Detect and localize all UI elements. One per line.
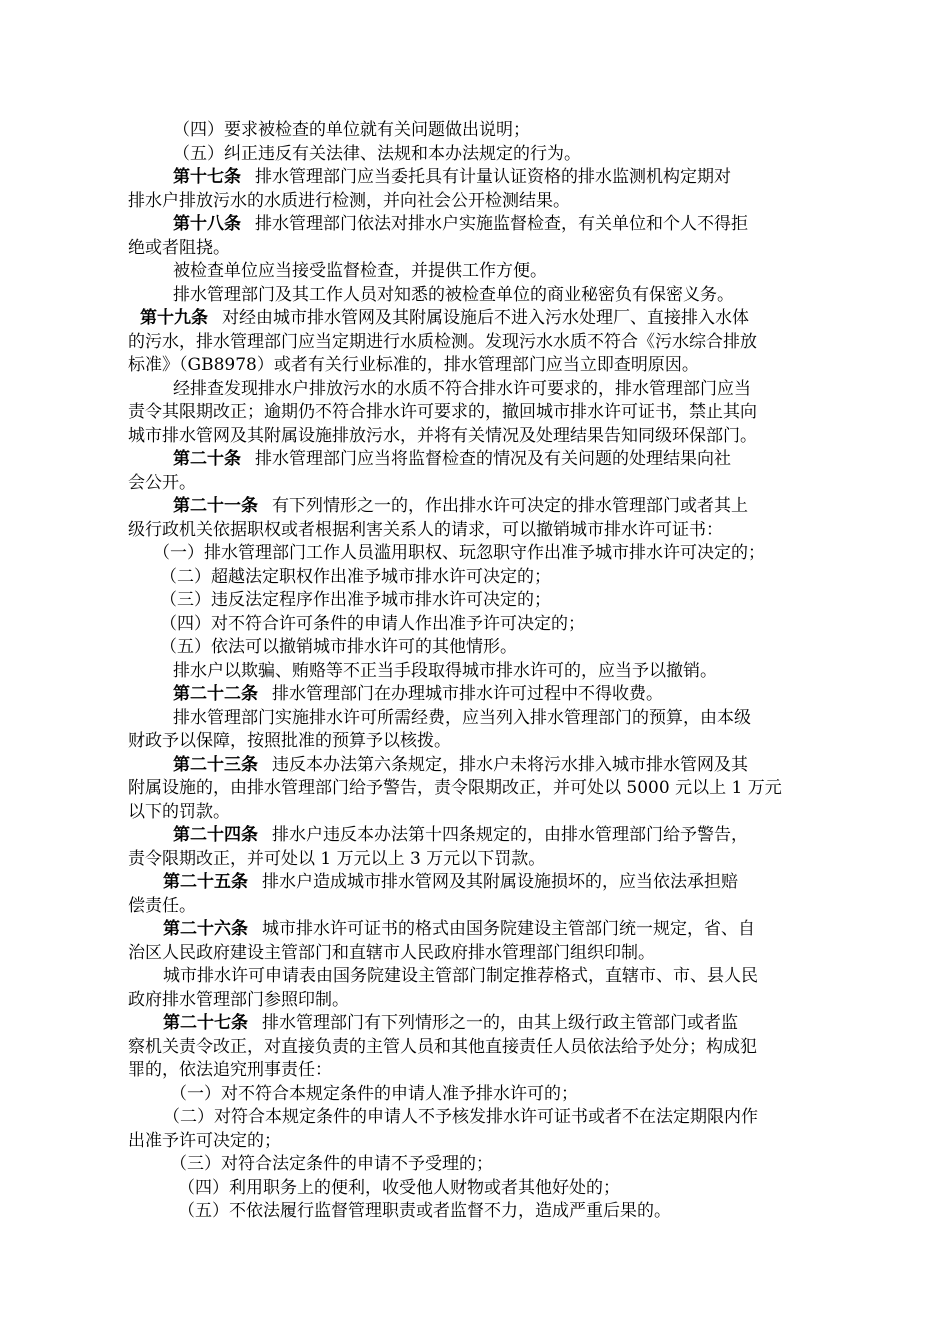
text-line: 罪的，依法追究刑事责任： [128, 1060, 332, 1080]
text-line: 城市排水管网及其附属设施排放污水，并将有关情况及处理结果告知同级环保部门。 [128, 426, 757, 446]
text-line: （四）要求被检查的单位就有关问题做出说明； [173, 120, 530, 140]
article-heading-line: 第十九条 对经由城市排水管网及其附属设施后不进入污水处理厂、直接排入水体 [140, 308, 749, 328]
article-heading-line: 第十七条 排水管理部门应当委托具有计量认证资格的排水监测机构定期对 [173, 167, 731, 187]
text-line: （四）对不符合许可条件的申请人作出准予许可决定的； [160, 614, 585, 634]
article-number: 第二十六条 [163, 919, 248, 939]
text-line: 治区人民政府建设主管部门和直辖市人民政府排水管理部门组织印制。 [128, 943, 655, 963]
text-line: 绝或者阻挠。 [128, 238, 230, 258]
text-line: 标准》（GB8978）或者有关行业标准的，排水管理部门应当立即查明原因。 [128, 355, 699, 375]
article-number: 第二十一条 [173, 496, 258, 516]
text-line: 偿责任。 [128, 896, 196, 916]
text-line: （五）纠正违反有关法律、法规和本办法规定的行为。 [173, 144, 581, 164]
article-heading-line: 第二十四条 排水户违反本办法第十四条规定的，由排水管理部门给予警告， [173, 825, 748, 845]
text-line: 财政予以保障，按照批准的预算予以核拨。 [128, 731, 451, 751]
text-line: （二）对符合本规定条件的申请人不予核发排水许可证书或者不在法定期限内作 [163, 1107, 758, 1127]
article-heading-line: 第二十条 排水管理部门应当将监督检查的情况及有关问题的处理结果向社 [173, 449, 731, 469]
article-number: 第二十七条 [163, 1013, 248, 1033]
text-line: （一）排水管理部门工作人员滥用职权、玩忽职守作出准予城市排水许可决定的； [153, 543, 765, 563]
text-line: （三）对符合法定条件的申请不予受理的； [170, 1154, 493, 1174]
article-number: 第二十条 [173, 449, 241, 469]
article-heading-line: 第二十七条 排水管理部门有下列情形之一的，由其上级行政主管部门或者监 [163, 1013, 738, 1033]
article-heading-line: 第二十二条 排水管理部门在办理城市排水许可过程中不得收费。 [173, 684, 663, 704]
article-heading-line: 第二十三条 违反本办法第六条规定，排水户未将污水排入城市排水管网及其 [173, 755, 748, 775]
text-line: 排水户以欺骗、贿赂等不正当手段取得城市排水许可的，应当予以撤销。 [173, 661, 717, 681]
text-line: 城市排水许可申请表由国务院建设主管部门制定推荐格式，直辖市、市、县人民 [163, 966, 758, 986]
text-line: （一）对不符合本规定条件的申请人准予排水许可的； [170, 1084, 578, 1104]
text-line: 责令限期改正，并可处以 1 万元以上 3 万元以下罚款。 [128, 849, 546, 869]
text-line: （三）违反法定程序作出准予城市排水许可决定的； [160, 590, 551, 610]
article-number: 第十九条 [140, 308, 208, 328]
text-line: 附属设施的，由排水管理部门给予警告，责令限期改正，并可处以 5000 元以上 1 万元 [128, 778, 782, 798]
article-number: 第二十四条 [173, 825, 258, 845]
text-line: 的污水，排水管理部门应当定期进行水质检测。发现污水水质不符合《污水综合排放 [128, 332, 757, 352]
article-number: 第十八条 [173, 214, 241, 234]
text-line: （四）利用职务上的便利，收受他人财物或者其他好处的； [178, 1178, 620, 1198]
text-line: （二）超越法定职权作出准予城市排水许可决定的； [160, 567, 551, 587]
article-heading-line: 第二十六条 城市排水许可证书的格式由国务院建设主管部门统一规定，省、自 [163, 919, 755, 939]
text-line: 责令其限期改正；逾期仍不符合排水许可要求的，撤回城市排水许可证书，禁止其向 [128, 402, 757, 422]
article-number: 第二十五条 [163, 872, 248, 892]
text-line: 以下的罚款。 [128, 802, 230, 822]
text-line: 被检查单位应当接受监督检查，并提供工作方便。 [173, 261, 547, 281]
article-heading-line: 第二十五条 排水户造成城市排水管网及其附属设施损坏的，应当依法承担赔 [163, 872, 738, 892]
article-number: 第二十二条 [173, 684, 258, 704]
text-line: 察机关责令改正，对直接负责的主管人员和其他直接责任人员依法给予处分；构成犯 [128, 1037, 757, 1057]
text-line: 政府排水管理部门参照印制。 [128, 990, 349, 1010]
text-line: 经排查发现排水户排放污水的水质不符合排水许可要求的，排水管理部门应当 [173, 379, 751, 399]
article-number: 第十七条 [173, 167, 241, 187]
text-line: 排水管理部门实施排水许可所需经费，应当列入排水管理部门的预算，由本级 [173, 708, 751, 728]
text-line: 会公开。 [128, 473, 196, 493]
text-line: （五）依法可以撤销城市排水许可的其他情形。 [160, 637, 517, 657]
article-heading-line: 第二十一条 有下列情形之一的，作出排水许可决定的排水管理部门或者其上 [173, 496, 748, 516]
text-line: 排水户排放污水的水质进行检测，并向社会公开检测结果。 [128, 191, 570, 211]
text-line: 级行政机关依据职权或者根据利害关系人的请求，可以撤销城市排水许可证书： [128, 520, 723, 540]
article-heading-line: 第十八条 排水管理部门依法对排水户实施监督检查，有关单位和个人不得拒 [173, 214, 748, 234]
text-line: 排水管理部门及其工作人员对知悉的被检查单位的商业秘密负有保密义务。 [173, 285, 734, 305]
text-line: （五）不依法履行监督管理职责或者监督不力，造成严重后果的。 [178, 1201, 671, 1221]
article-number: 第二十三条 [173, 755, 258, 775]
text-line: 出准予许可决定的； [128, 1131, 281, 1151]
